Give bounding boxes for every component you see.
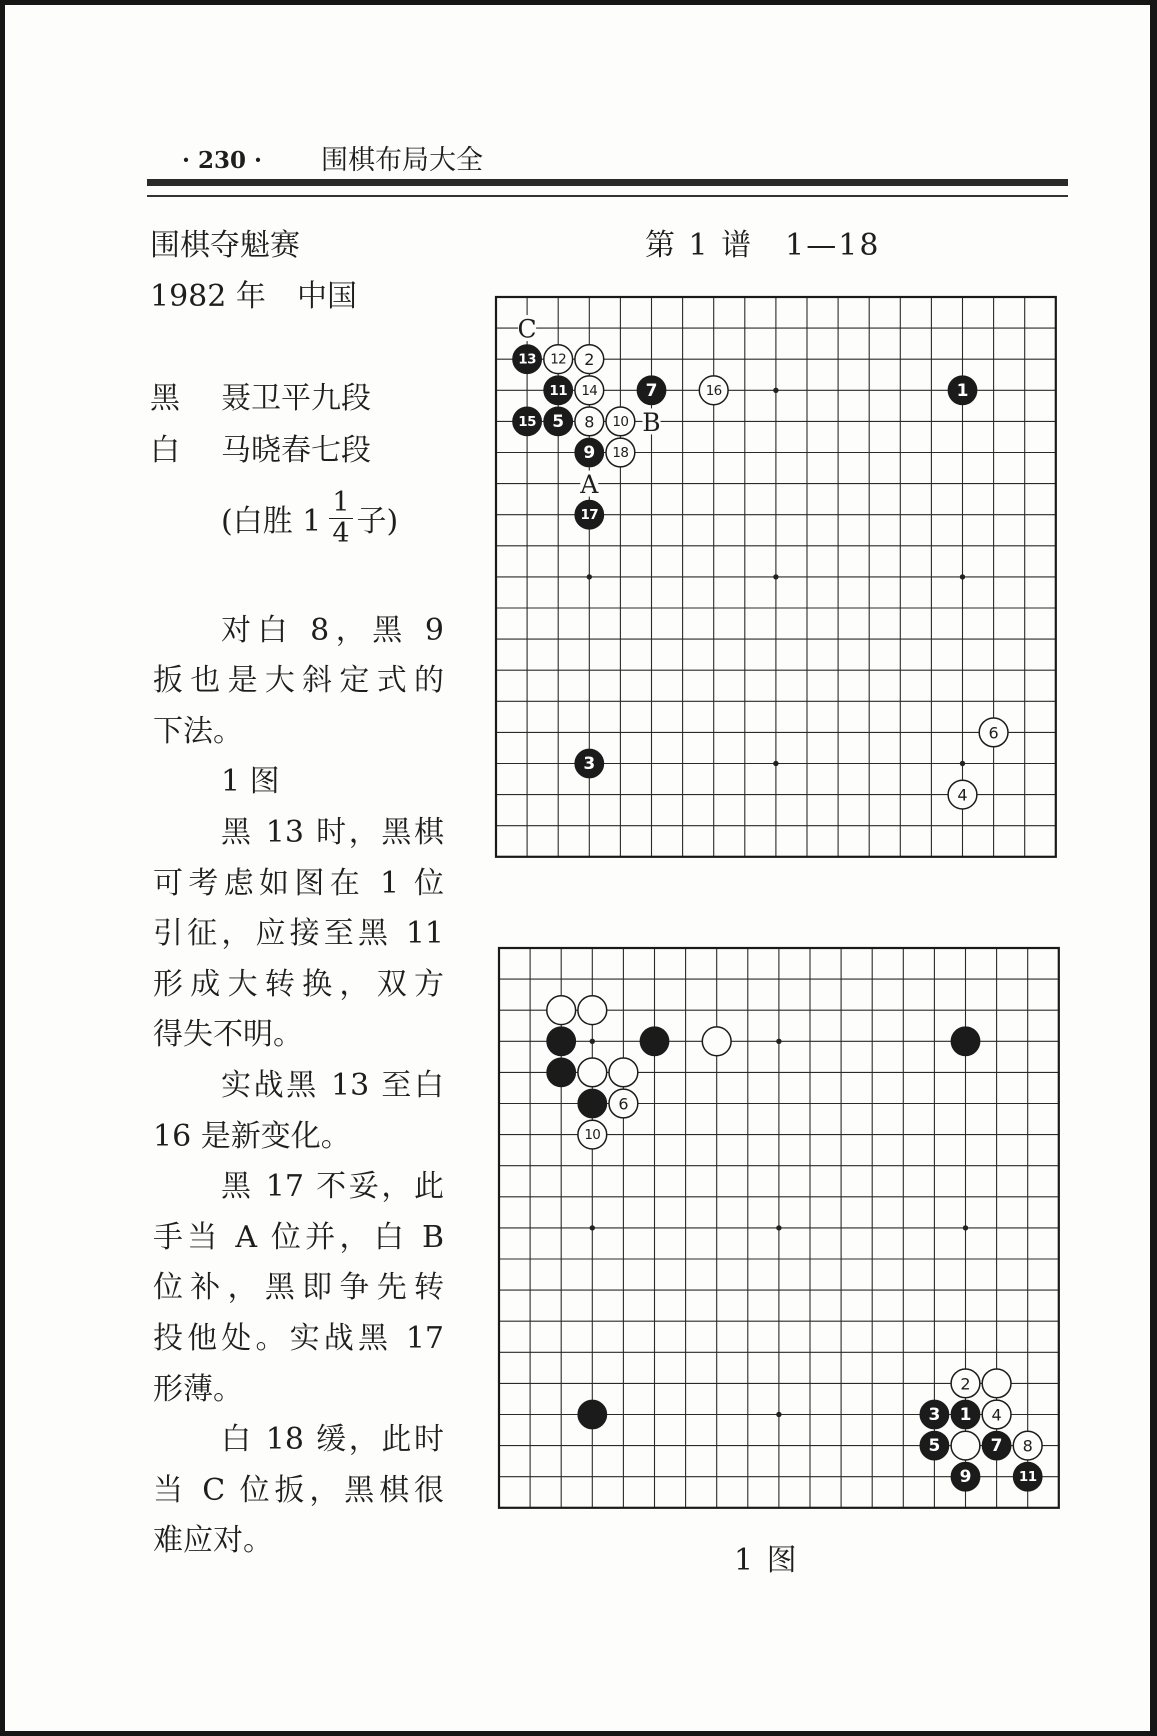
point-label-text: A <box>580 469 599 499</box>
black-stone <box>547 1058 576 1087</box>
move-number: 7 <box>990 1435 1003 1456</box>
fraction-numerator: 1 <box>329 489 352 519</box>
white-stone <box>609 1058 638 1087</box>
star-point <box>776 1038 781 1043</box>
move-number: 10 <box>612 413 629 430</box>
page-number: · 230 · <box>182 147 263 174</box>
move-number: 1 <box>956 380 969 401</box>
star-point <box>773 760 778 765</box>
black-stone <box>513 344 542 373</box>
move-number: 11 <box>1019 1468 1037 1485</box>
move-number: 5 <box>928 1435 941 1456</box>
commentary-line: 形薄。 <box>153 1371 243 1407</box>
move-number: 12 <box>550 351 567 368</box>
move-number: 4 <box>957 785 968 805</box>
stone-disc <box>578 996 607 1025</box>
black-stone <box>578 1089 607 1118</box>
black-stone <box>575 438 604 467</box>
commentary-line: 实战黑 13 至白 <box>221 1068 444 1104</box>
star-point <box>776 1225 781 1230</box>
commentary-line: 得失不明。 <box>153 1017 303 1053</box>
white-player: 马晓春七段 <box>221 433 371 468</box>
commentary-line: 下法。 <box>153 713 243 749</box>
point-label <box>642 408 660 437</box>
black-stone <box>951 1462 980 1491</box>
white-stone <box>578 1058 607 1087</box>
commentary-line: 可考虑如图在 1 位 <box>153 865 444 901</box>
white-stone <box>578 996 607 1025</box>
black-stone <box>513 407 542 436</box>
black-player: 聂卫平九段 <box>221 381 371 416</box>
stone-disc <box>703 1027 732 1056</box>
black-stone <box>951 1400 980 1429</box>
black-stone <box>982 1431 1011 1460</box>
stone-disc <box>578 1089 607 1118</box>
commentary-line: 当 C 位扳，黑棋很 <box>153 1472 444 1508</box>
black-stone <box>951 1027 980 1056</box>
black-stone <box>544 407 573 436</box>
star-point <box>590 1038 595 1043</box>
move-number: 8 <box>1022 1436 1034 1456</box>
black-stone <box>578 1400 607 1429</box>
point-label-text: B <box>642 407 661 437</box>
star-point <box>960 574 965 579</box>
commentary-line: 扳也是大斜定式的 <box>153 663 444 699</box>
white-stone <box>606 438 635 467</box>
stone-disc <box>951 1027 980 1056</box>
commentary-line: 手当 A 位并，白 B <box>153 1219 444 1255</box>
black-stone <box>575 500 604 529</box>
black-stone <box>544 376 573 405</box>
header-rule-thin <box>147 195 1068 197</box>
figure-reference: 1 图 <box>221 764 280 800</box>
go-board-game-record <box>480 281 1072 873</box>
white-stone <box>544 344 573 373</box>
commentary-line: 引征，应接至黑 11 <box>153 916 444 952</box>
white-stone <box>575 376 604 405</box>
white-stone <box>578 1120 607 1149</box>
star-point <box>960 760 965 765</box>
move-number: 2 <box>960 1374 971 1394</box>
move-number: 17 <box>580 506 599 523</box>
result-fraction <box>329 486 352 549</box>
move-number: 10 <box>584 1126 601 1143</box>
star-point <box>963 1225 968 1230</box>
result-suffix: 子) <box>356 504 399 539</box>
black-stone <box>575 749 604 778</box>
star-point <box>773 574 778 579</box>
point-label <box>579 470 599 499</box>
star-point <box>590 1225 595 1230</box>
fraction-denominator: 4 <box>332 517 350 549</box>
white-label: 白 <box>150 433 180 468</box>
white-stone <box>575 407 604 436</box>
point-label <box>518 314 537 343</box>
move-number: 9 <box>583 442 596 463</box>
game-result <box>221 488 398 548</box>
move-number: 3 <box>928 1404 941 1425</box>
move-number: 1 <box>959 1404 972 1425</box>
white-stone <box>547 996 576 1025</box>
stone-disc <box>640 1027 669 1056</box>
stone-disc <box>609 1058 638 1087</box>
white-stone <box>1014 1431 1043 1460</box>
commentary-line: 黑 17 不妥，此 <box>221 1169 444 1205</box>
move-number: 6 <box>618 1094 629 1114</box>
move-number: 7 <box>645 380 658 401</box>
star-point <box>587 574 592 579</box>
stone-disc <box>578 1400 607 1429</box>
black-stone <box>1014 1462 1043 1491</box>
header-rule-thick <box>147 179 1068 186</box>
move-number: 8 <box>584 412 595 432</box>
black-label: 黑 <box>150 381 180 416</box>
stone-disc <box>951 1431 980 1460</box>
black-stone <box>547 1027 576 1056</box>
white-stone <box>979 718 1008 747</box>
move-number: 15 <box>518 413 536 430</box>
white-stone <box>606 407 635 436</box>
commentary-line: 难应对。 <box>153 1523 273 1559</box>
move-number: 4 <box>991 1405 1002 1425</box>
white-stone <box>699 376 728 405</box>
move-number: 11 <box>549 382 567 399</box>
stone-disc <box>547 996 576 1025</box>
stone-disc <box>982 1369 1011 1398</box>
black-stone <box>920 1400 949 1429</box>
white-stone <box>948 780 977 809</box>
white-stone <box>982 1369 1011 1398</box>
diagram-title: 第 1 谱 1—18 <box>645 228 881 263</box>
star-point <box>776 1412 781 1417</box>
commentary-line: 位补，黑即争先转 <box>153 1270 444 1306</box>
commentary-line: 白 18 缓，此时 <box>221 1422 444 1458</box>
move-number: 16 <box>705 382 722 399</box>
result-prefix: (白胜 1 <box>221 504 322 539</box>
white-stone <box>575 344 604 373</box>
go-board-figure-1 <box>483 932 1075 1524</box>
move-number: 2 <box>584 349 595 369</box>
point-label-text: C <box>517 314 537 344</box>
book-title: 围棋布局大全 <box>321 145 483 176</box>
stone-disc <box>578 1058 607 1087</box>
move-number: 3 <box>583 753 596 774</box>
stone-disc <box>547 1027 576 1056</box>
game-year: 1982 年 <box>150 279 266 314</box>
star-point <box>773 387 778 392</box>
figure-caption: 1 图 <box>734 1543 799 1578</box>
white-stone <box>951 1431 980 1460</box>
white-stone <box>703 1027 732 1056</box>
commentary-line: 对白 8，黑 9 <box>221 612 444 648</box>
commentary-line: 16 是新变化。 <box>153 1118 351 1154</box>
black-stone <box>637 376 666 405</box>
commentary-line: 形成大转换，双方 <box>153 966 444 1002</box>
move-number: 14 <box>581 382 598 399</box>
commentary-line: 投他处。实战黑 17 <box>153 1321 444 1356</box>
black-stone <box>948 376 977 405</box>
commentary <box>153 606 444 1567</box>
move-number: 5 <box>552 411 565 432</box>
stone-disc <box>547 1058 576 1087</box>
move-number: 6 <box>988 723 999 743</box>
black-stone <box>920 1431 949 1460</box>
move-number: 13 <box>518 351 536 368</box>
black-stone <box>640 1027 669 1056</box>
commentary-line: 黑 13 时，黑棋 <box>221 815 444 851</box>
event-name: 围棋夺魁赛 <box>150 228 300 263</box>
move-number: 18 <box>612 444 629 461</box>
white-stone <box>982 1400 1011 1429</box>
white-stone <box>609 1089 638 1118</box>
game-country: 中国 <box>297 279 357 314</box>
white-stone <box>951 1369 980 1398</box>
move-number: 9 <box>959 1466 972 1487</box>
